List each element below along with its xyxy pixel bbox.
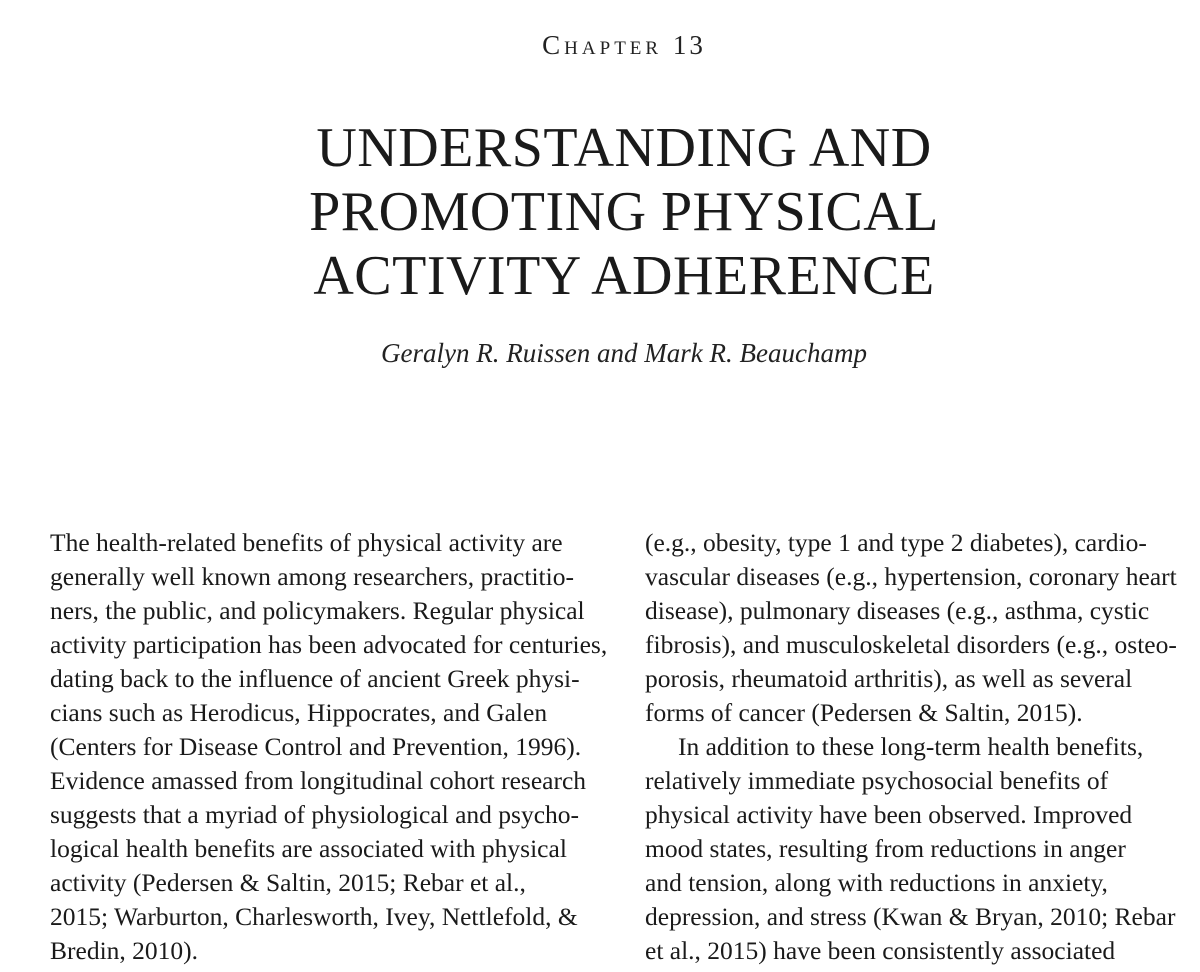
text-line: activity (Pedersen & Saltin, 2015; Rebar et al.,: [50, 868, 526, 897]
text-line: suggests that a myriad of physiological and psycho-: [50, 800, 580, 829]
text-line: Evidence amassed from longitudinal cohort research: [50, 766, 587, 795]
text-line: 2015; Warburton, Charlesworth, Ivey, Nettlefold, &: [50, 902, 578, 931]
text-line: porosis, rheumatoid arthritis), as well as several: [645, 664, 1133, 693]
text-line: (Centers for Disease Control and Prevention, 1996).: [50, 732, 582, 761]
chapter-label: [0, 30, 1200, 61]
body-column-left: [50, 526, 608, 968]
chapter-number: 13: [672, 30, 706, 60]
text-line: ners, the public, and policymakers. Regular physical: [50, 596, 585, 625]
text-line: relatively immediate psychosocial benefits of: [645, 766, 1109, 795]
text-line: generally well known among researchers, practitio-: [50, 562, 574, 591]
text-line: cians such as Herodicus, Hippocrates, and Galen: [50, 698, 548, 727]
text-line: dating back to the influence of ancient Greek physi-: [50, 664, 580, 693]
text-line: logical health benefits are associated with physical: [50, 834, 567, 863]
title-line: UNDERSTANDING AND: [316, 117, 932, 179]
body-column-right: [645, 526, 1200, 968]
chapter-title: [0, 116, 1200, 308]
text-line: disease), pulmonary diseases (e.g., asthma, cystic: [645, 596, 1150, 625]
text-line: mood states, resulting from reductions in anger: [645, 834, 1126, 863]
text-line: fibrosis), and musculoskeletal disorders (e.g., osteo-: [645, 630, 1177, 659]
chapter-word: Chapter: [542, 30, 663, 60]
text-line: et al., 2015) have been consistently associated: [645, 936, 1116, 965]
text-line: Bredin, 2010).: [50, 936, 199, 965]
title-line: ACTIVITY ADHERENCE: [313, 245, 935, 307]
chapter-authors: Geralyn R. Ruissen and Mark R. Beauchamp: [381, 338, 867, 368]
text-line: vascular diseases (e.g., hypertension, coronary heart: [645, 562, 1177, 591]
text-line: and tension, along with reductions in anxiety,: [645, 868, 1108, 897]
text-line: (e.g., obesity, type 1 and type 2 diabetes), cardio-: [645, 528, 1147, 557]
text-line: forms of cancer (Pedersen & Saltin, 2015).: [645, 698, 1083, 727]
text-line: depression, and stress (Kwan & Bryan, 2010; Rebar: [645, 902, 1176, 931]
text-line: activity participation has been advocated for centuries,: [50, 630, 608, 659]
title-line: PROMOTING PHYSICAL: [309, 181, 939, 243]
text-line: The health-related benefits of physical activity are: [50, 528, 563, 557]
text-line: physical activity have been observed. Improved: [645, 800, 1133, 829]
paragraph-start-line: In addition to these long-term health benefits,: [678, 732, 1144, 761]
